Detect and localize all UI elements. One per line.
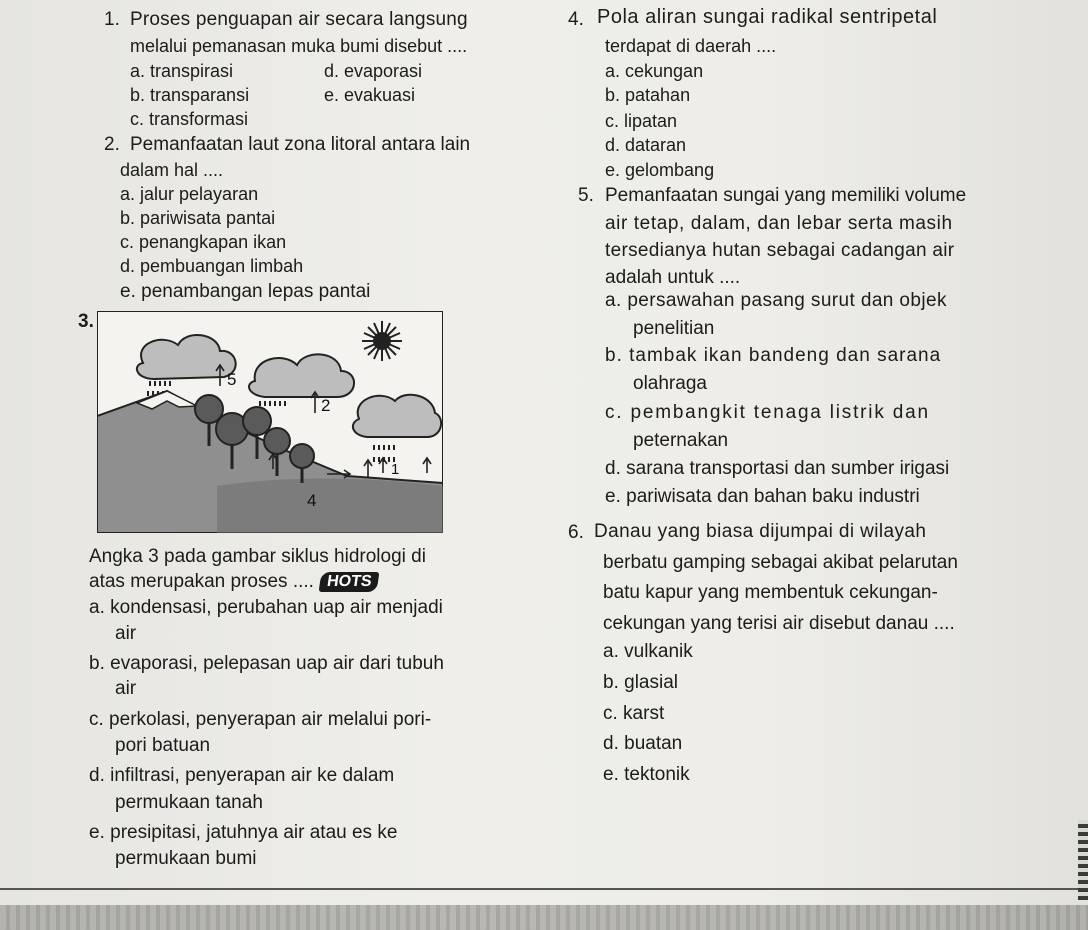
q6-stem-line1: Danau yang biasa dijumpai di wilayah — [594, 521, 927, 542]
q5-stem-line3: tersedianya hutan sebagai cadangan air — [605, 240, 955, 261]
q3-option-d: d. infiltrasi, penyerapan air ke dalam — [89, 765, 395, 786]
q3-option-a-cont: air — [115, 623, 137, 644]
q3-option-b-cont: air — [115, 678, 137, 699]
q5-stem-line4: adalah untuk .... — [605, 267, 741, 288]
cloud-icon — [353, 395, 441, 437]
q6-option-c: c. karst — [603, 703, 665, 724]
q3-option-c-cont: pori batuan — [115, 735, 211, 756]
q5-option-b: b. tambak ikan bandeng dan sarana — [605, 345, 942, 366]
q2-stem-line2: dalam hal .... — [120, 160, 224, 180]
q1-option-b: b. transparansi — [130, 85, 250, 105]
q3-option-b: b. evaporasi, pelepasan uap air dari tubuh — [89, 653, 444, 674]
q6-stem-line2: berbatu gamping sebagai akibat pelarutan — [603, 552, 958, 573]
q1-option-d: d. evaporasi — [324, 61, 423, 81]
q2-option-a: a. jalur pelayaran — [120, 184, 259, 204]
diagram-label-1: 1 — [391, 461, 400, 478]
binding-edge — [1078, 820, 1088, 900]
q4-option-c: c. lipatan — [605, 111, 678, 131]
q4-option-d: d. dataran — [605, 135, 687, 155]
q3-option-e-cont: permukaan bumi — [115, 848, 257, 869]
page-divider — [0, 888, 1088, 890]
q4-stem-line1: Pola aliran sungai radikal sentripetal — [597, 6, 938, 28]
q5-option-a: a. persawahan pasang surut dan objek — [605, 290, 947, 311]
q6-option-d: d. buatan — [603, 733, 683, 754]
q1-stem-line2: melalui pemanasan muka bumi disebut .... — [130, 36, 468, 56]
q6-number: 6. — [568, 522, 584, 543]
q3-stem-line2: atas merupakan proses .... HOTS — [89, 571, 378, 593]
q5-option-c-cont: peternakan — [633, 430, 729, 451]
q6-option-a: a. vulkanik — [603, 641, 693, 662]
q2-option-e: e. penambangan lepas pantai — [120, 281, 371, 302]
q1-option-a: a. transpirasi — [130, 61, 234, 81]
tree-icon — [264, 428, 290, 454]
q5-option-c: c. pembangkit tenaga listrik dan — [605, 402, 930, 423]
q3-option-a: a. kondensasi, perubahan uap air menjadi — [89, 597, 443, 618]
q5-stem-line1: Pemanfaatan sungai yang memiliki volume — [605, 185, 967, 206]
q1-option-e: e. evakuasi — [324, 85, 416, 105]
q4-option-e: e. gelombang — [605, 160, 715, 180]
q1-number: 1. — [104, 9, 120, 30]
q5-option-e: e. pariwisata dan bahan baku industri — [605, 486, 920, 507]
diagram-label-4: 4 — [307, 491, 317, 510]
q3-option-c: c. perkolasi, penyerapan air melalui pori- — [89, 709, 432, 730]
q6-stem-line4: cekungan yang terisi air disebut danau .... — [603, 613, 955, 634]
q4-option-a: a. cekungan — [605, 61, 704, 81]
tree-icon — [243, 407, 271, 435]
q2-option-b: b. pariwisata pantai — [120, 208, 276, 228]
q5-stem-line2: air tetap, dalam, dan lebar serta masih — [605, 213, 953, 234]
tree-icon — [290, 444, 314, 468]
q3-number: 3. — [78, 311, 94, 332]
q4-option-b: b. patahan — [605, 85, 691, 105]
hots-badge: HOTS — [319, 572, 380, 592]
q2-option-c: c. penangkapan ikan — [120, 232, 287, 252]
q4-stem-line2: terdapat di daerah .... — [605, 36, 777, 56]
q6-stem-line3: batu kapur yang membentuk cekungan- — [603, 582, 938, 603]
page-edge-strip — [0, 905, 1088, 930]
diagram-label-2: 2 — [321, 396, 331, 415]
q1-option-c: c. transformasi — [130, 109, 249, 129]
q5-number: 5. — [578, 185, 594, 206]
q5-option-a-cont: penelitian — [633, 318, 715, 339]
q1-stem-line1: Proses penguapan air secara langsung — [130, 9, 468, 30]
q5-option-b-cont: olahraga — [633, 373, 707, 394]
hydrologic-cycle-diagram — [97, 311, 443, 533]
q4-number: 4. — [568, 9, 584, 30]
q2-option-d: d. pembuangan limbah — [120, 256, 304, 276]
q3-stem-line1: Angka 3 pada gambar siklus hidrologi di — [89, 546, 426, 567]
sun-icon — [362, 321, 402, 361]
q5-option-d: d. sarana transportasi dan sumber irigasi — [605, 458, 950, 479]
diagram-label-5: 5 — [227, 370, 237, 389]
q2-stem-line1: Pemanfaatan laut zona litoral antara lain — [130, 134, 471, 155]
q6-option-b: b. glasial — [603, 672, 678, 693]
q3-option-d-cont: permukaan tanah — [115, 792, 263, 813]
q3-option-e: e. presipitasi, jatuhnya air atau es ke — [89, 822, 398, 843]
q2-number: 2. — [104, 134, 120, 155]
q6-option-e: e. tektonik — [603, 764, 690, 785]
